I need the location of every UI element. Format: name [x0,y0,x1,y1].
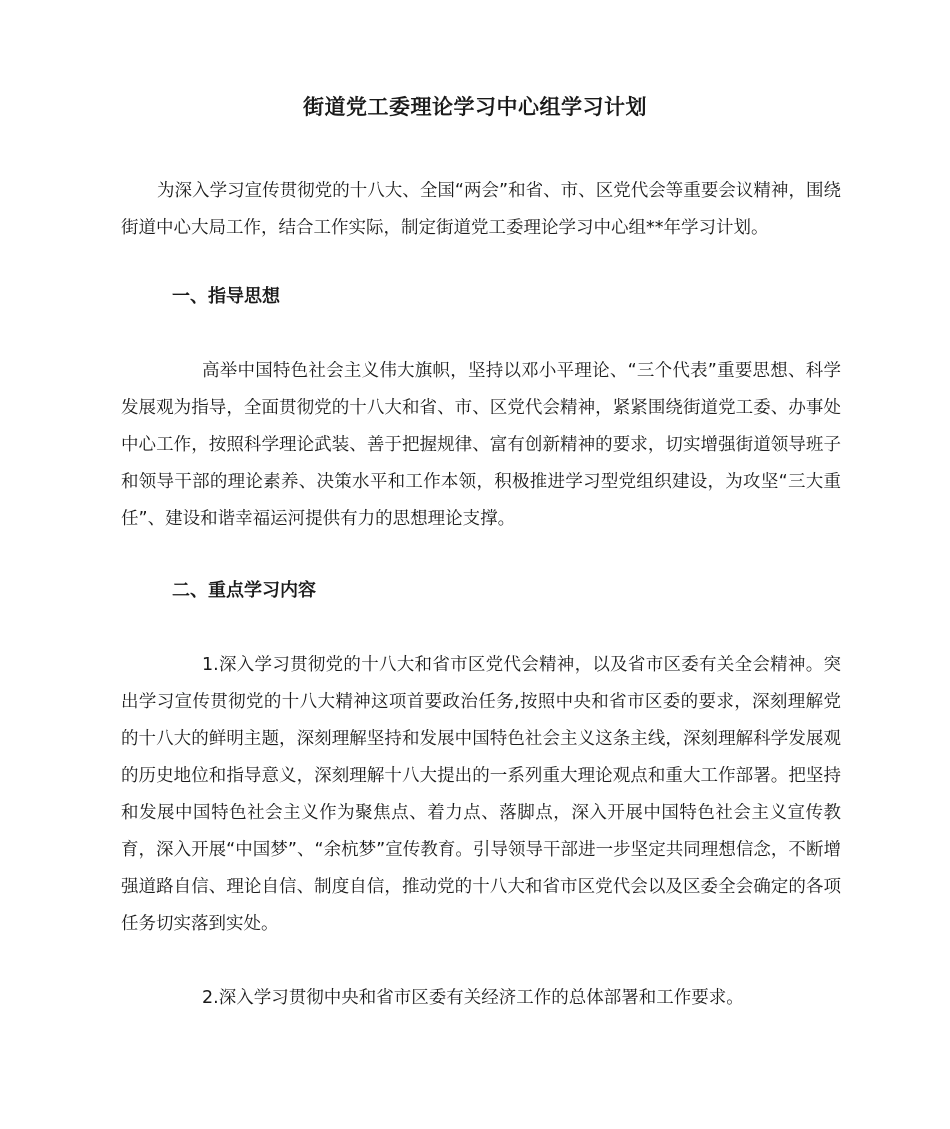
intro-paragraph: 为深入学习宣传贯彻党的十八大、全国“两会”和省、市、区党代会等重要会议精神，围绕街道中心大局工作，结合工作实际，制定街道党工委理论学习中心组**年学习计划。 [121,181,841,238]
key-content-paragraph-1: 1.深入学习贯彻党的十八大和省市区党代会精神，以及省市区委有关全会精神。突出学习宣传贯彻党的十八大精神这项首要政治任务,按照中央和省市区委的要求，深刻理解党的十八大的鲜明主题，深刻理解坚持和发展中国特色社会主义这条主线，深刻理解科学发展观的历史地位和指导意义，深刻理解十八大提出的一系列重大理论观点和重大工作部署。把坚持和发展中国特色社会主义作为聚焦点、着力点、落脚点，深入开展中国特色社会主义宣传教育，深入开展“中国梦”、“余杭梦”宣传教育。引导领导干部进一步坚定共同理想信念，不断增强道路自信、理论自信、制度自信，推动党的十八大和省市区党代会以及区委全会确定的各项任务切实落到实处。 [121,655,841,934]
section-heading-key-content: 二、重点学习内容 [172,580,316,601]
guiding-ideology-paragraph: 高举中国特色社会主义伟大旗帜，坚持以邓小平理论、“三个代表”重要思想、科学发展观为指导，全面贯彻党的十八大和省、市、区党代会精神，紧紧围绕街道党工委、办事处中心工作，按照科学理论武装、善于把握规律、富有创新精神的要求，切实增强街道领导班子和领导干部的理论素养、决策水平和工作本领，积极推进学习型党组织建设，为攻坚“三大重任”、建设和谐幸福运河提供有力的思想理论支撑。 [121,361,841,529]
document-title: 街道党工委理论学习中心组学习计划 [303,95,647,119]
key-content-paragraph-2: 2.深入学习贯彻中央和省市区委有关经济工作的总体部署和工作要求。 [202,988,744,1008]
section-heading-guiding-ideology: 一、指导思想 [172,286,280,307]
